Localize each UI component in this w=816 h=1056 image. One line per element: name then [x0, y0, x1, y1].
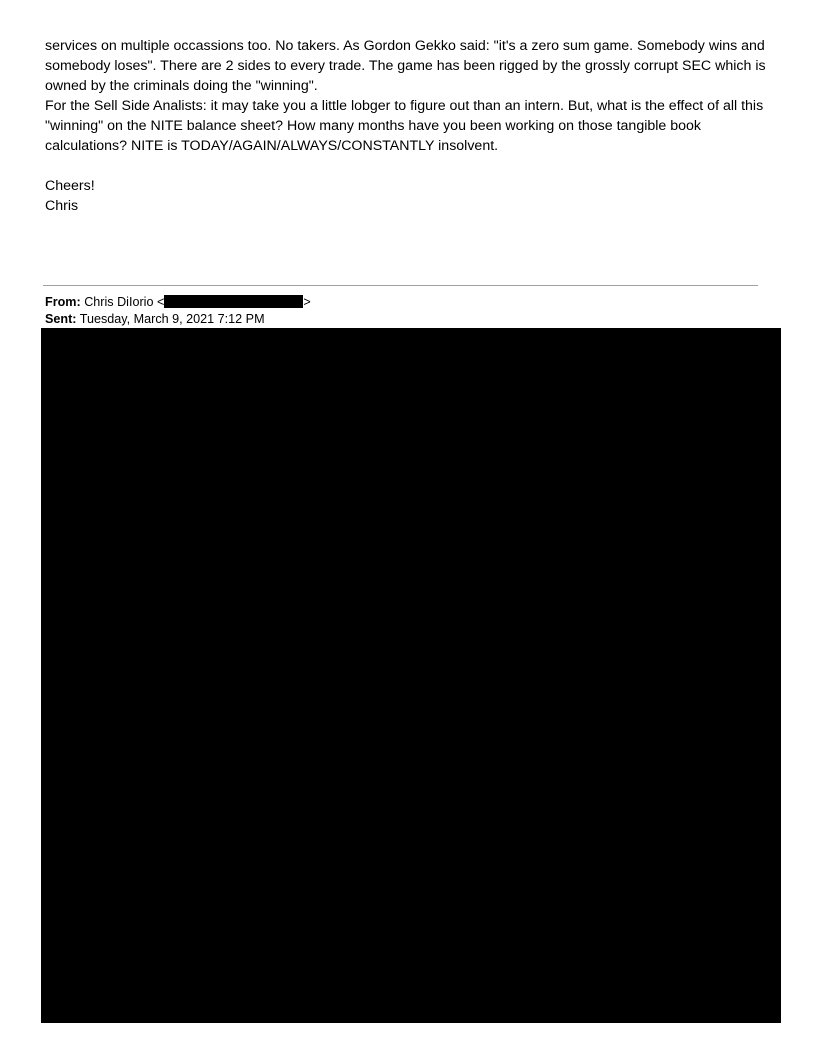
email-redaction	[164, 295, 303, 308]
from-name: Chris DiIorio <	[84, 295, 165, 309]
sign-off: Cheers!	[45, 178, 95, 194]
email-body	[45, 36, 785, 216]
sent-value: Tuesday, March 9, 2021 7:12 PM	[79, 312, 265, 326]
body-paragraph-1: services on multiple occassions too. No takers. As Gordon Gekko said: "it's a zero sum game. Somebody wins and somebody loses". There are 2 sides to every trade. The game has been rigged by the grossly corrupt SEC which is owned by the criminals doing the "winning".	[45, 38, 766, 94]
sent-label: Sent:	[45, 312, 77, 326]
content-redaction-block	[41, 328, 781, 1023]
reply-separator	[43, 285, 758, 286]
from-label: From:	[45, 295, 81, 309]
from-close: >	[303, 295, 311, 309]
body-paragraph-2: For the Sell Side Analists: it may take you a little lobger to figure out than an intern. But, what is the effect of all this "winning" on the NITE balance sheet? How many months have you been working on those tangible book calculations? NITE is TODAY/AGAIN/ALWAYS/CONSTANTLY insolvent.	[45, 98, 764, 154]
quoted-email-header	[45, 294, 311, 328]
from-line	[45, 294, 311, 311]
signature: Chris	[45, 198, 79, 214]
paragraph-gap	[45, 156, 785, 176]
sent-line	[45, 311, 311, 328]
